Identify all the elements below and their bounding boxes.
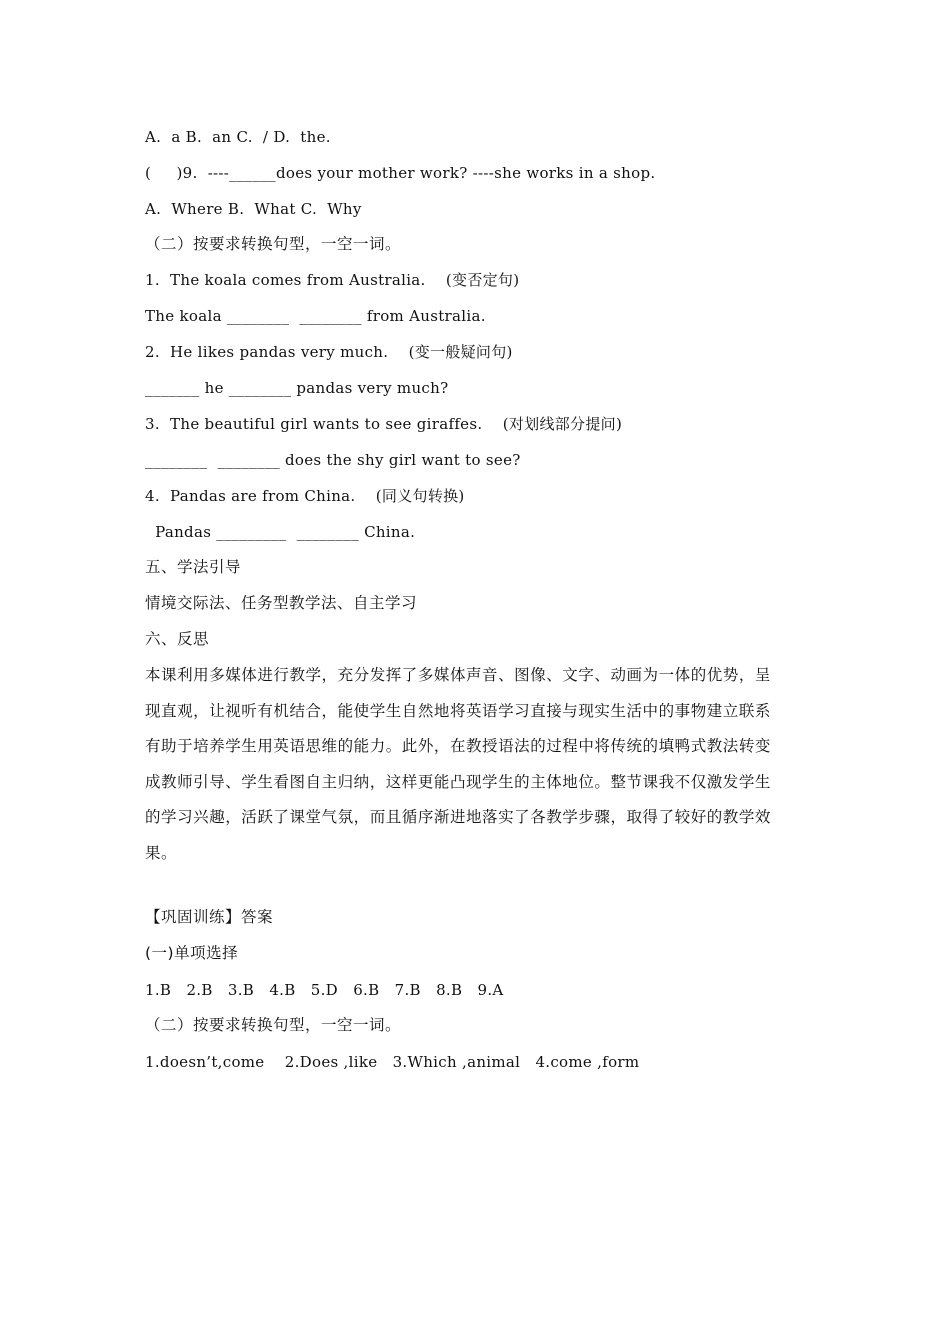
transform-item-2: 2. He likes pandas very much. (变一般疑问句) <box>145 343 513 361</box>
transform-item-1: 1. The koala comes from Australia. (变否定句) <box>145 271 520 289</box>
section-heading-methods: 五、学法引导 <box>145 558 242 576</box>
reflection-line: 现直观，让视听有机结合，能使学生自然地将英语学习直接与现实生活中的事物建立联系 <box>145 701 771 720</box>
option-line-9: A. Where B. What C. Why <box>145 200 362 218</box>
reflection-line: 果。 <box>145 843 178 862</box>
reflection-line: 有助于培养学生用英语思维的能力。此外，在教授语法的过程中将传统的填鸭式教法转变 <box>145 737 771 755</box>
question-9: ( )9. ----______does your mother work? ----she works in a shop. <box>145 164 656 182</box>
reflection-line: 的学习兴趣，活跃了课堂气氛，而且循序渐进地落实了各教学步骤，取得了较好的教学效 <box>145 808 771 826</box>
methods-text: 情境交际法、任务型教学法、自主学习 <box>145 594 418 612</box>
transform-answer-2: _______ he ________ pandas very much? <box>145 379 449 397</box>
reflection-line: 成教师引导、学生看图自主归纳，这样更能凸现学生的主体地位。整节课我不仅激发学生 <box>145 772 771 791</box>
transform-answer-3: ________ ________ does the shy girl want to see? <box>145 451 521 469</box>
transform-item-4: 4. Pandas are from China. (同义句转换) <box>145 487 465 505</box>
answers-section-2: 1.doesn’t,come 2.Does ,like 3.Which ,animal 4.come ,form <box>145 1053 640 1071</box>
section-heading-reflection: 六、反思 <box>145 630 210 648</box>
reflection-line: 本课利用多媒体进行教学，充分发挥了多媒体声音、图像、文字、动画为一体的优势，呈 <box>145 666 771 684</box>
reflection-paragraph <box>145 658 809 871</box>
answers-section-2-title: （二）按要求转换句型，一空一词。 <box>145 1016 402 1034</box>
transform-answer-1: The koala ________ ________ from Australia. <box>145 307 486 325</box>
transform-answer-4: Pandas _________ ________ China. <box>145 523 416 541</box>
transform-item-3: 3. The beautiful girl wants to see giraffes. (对划线部分提问) <box>145 415 623 433</box>
answers-section-1: 1.B 2.B 3.B 4.B 5.D 6.B 7.B 8.B 9.A <box>145 981 504 999</box>
answers-heading: 【巩固训练】答案 <box>145 908 274 926</box>
section-heading-transform: （二）按要求转换句型，一空一词。 <box>145 235 402 253</box>
option-line-8: A. a B. an C. / D. the. <box>145 128 331 146</box>
answers-section-1-title: (一)单项选择 <box>145 944 239 962</box>
